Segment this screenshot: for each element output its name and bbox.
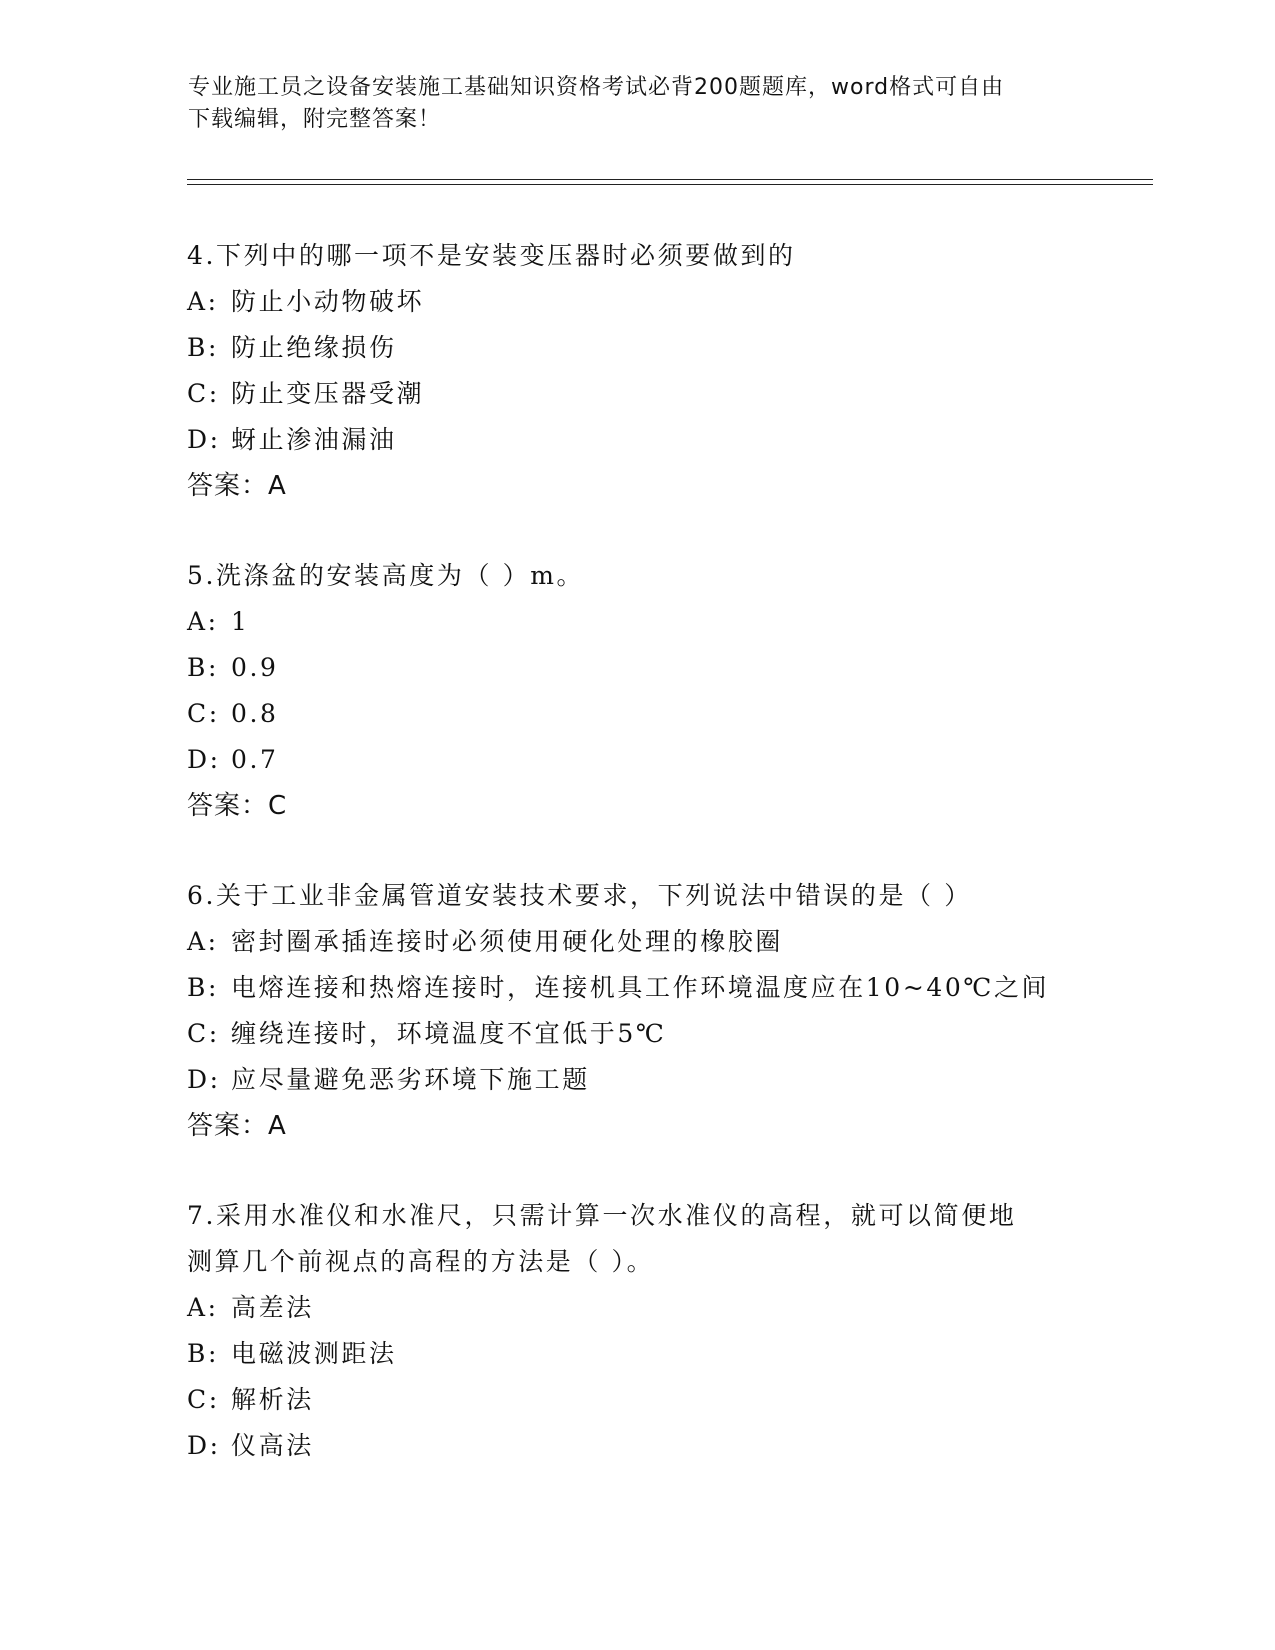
- option-b: [187, 1331, 1127, 1377]
- question-7: [187, 1193, 1127, 1469]
- header-line-2: 下载编辑，附完整答案！: [188, 107, 442, 132]
- option-text: 防止小动物破坏: [231, 287, 425, 316]
- question-text: 6.关于工业非金属管道安装技术要求，下列说法中错误的是（ ）: [187, 881, 972, 910]
- option-d: [187, 1057, 1127, 1103]
- option-text: 应尽量避免恶劣环境下施工题: [231, 1065, 590, 1094]
- option-text: 0.7: [231, 745, 279, 774]
- option-d: [187, 417, 1127, 463]
- option-text: 蚜止渗油漏油: [231, 425, 397, 454]
- option-b: [187, 645, 1127, 691]
- option-b: [187, 325, 1127, 371]
- option-c: [187, 371, 1127, 417]
- option-text: 缠绕连接时，环境温度不宜低于5℃: [231, 1019, 667, 1048]
- option-key: B:: [187, 653, 219, 682]
- question-5: [187, 553, 1127, 829]
- answer-line: 答案：A: [187, 471, 287, 501]
- option-b: [187, 965, 1127, 1011]
- option-a: [187, 1285, 1127, 1331]
- option-c: [187, 691, 1127, 737]
- option-key: B:: [187, 973, 219, 1002]
- option-text: 仪高法: [231, 1431, 314, 1460]
- option-c: [187, 1011, 1127, 1057]
- option-text: 防止绝缘损伤: [231, 333, 397, 362]
- option-key: D:: [187, 745, 221, 774]
- question-text-line-1: 7.采用水准仪和水准尺，只需计算一次水准仪的高程，就可以简便地: [187, 1201, 1017, 1230]
- option-key: D:: [187, 1065, 221, 1094]
- option-a: [187, 919, 1127, 965]
- option-text: 密封圈承插连接时必须使用硬化处理的橡胶圈: [231, 927, 784, 956]
- option-c: [187, 1377, 1127, 1423]
- option-key: A:: [187, 1293, 219, 1322]
- option-a: [187, 599, 1127, 645]
- option-key: A:: [187, 607, 219, 636]
- option-text: 解析法: [231, 1385, 314, 1414]
- header-divider-top: [187, 179, 1153, 180]
- document-header: [188, 72, 1088, 136]
- option-text: 电熔连接和热熔连接时，连接机具工作环境温度应在10~40℃之间: [231, 973, 1050, 1002]
- option-key: A:: [187, 927, 219, 956]
- question-text: 4.下列中的哪一项不是安装变压器时必须要做到的: [187, 241, 796, 270]
- header-divider-bottom: [187, 184, 1153, 185]
- option-key: D:: [187, 425, 221, 454]
- option-d: [187, 737, 1127, 783]
- option-key: D:: [187, 1431, 221, 1460]
- option-text: 防止变压器受潮: [231, 379, 425, 408]
- question-6: [187, 873, 1127, 1149]
- option-text: 高差法: [231, 1293, 314, 1322]
- option-text: 0.8: [231, 699, 279, 728]
- header-line-1: 专业施工员之设备安装施工基础知识资格考试必背200题题库，word格式可自由: [188, 75, 1005, 100]
- option-key: B:: [187, 1339, 219, 1368]
- option-key: B:: [187, 333, 219, 362]
- question-text: 5.洗涤盆的安装高度为（ ）m。: [187, 561, 585, 590]
- option-key: C:: [187, 1385, 220, 1414]
- option-text: 电磁波测距法: [231, 1339, 397, 1368]
- option-text: 1: [231, 607, 250, 636]
- answer-line: 答案：C: [187, 791, 288, 821]
- answer-line: 答案：A: [187, 1111, 287, 1141]
- option-key: A:: [187, 287, 219, 316]
- option-text: 0.9: [231, 653, 279, 682]
- option-a: [187, 279, 1127, 325]
- option-key: C:: [187, 379, 220, 408]
- option-key: C:: [187, 699, 220, 728]
- option-key: C:: [187, 1019, 220, 1048]
- question-text-line-2: 测算几个前视点的高程的方法是（ ）。: [187, 1247, 655, 1276]
- option-d: [187, 1423, 1127, 1469]
- question-4: [187, 233, 1127, 509]
